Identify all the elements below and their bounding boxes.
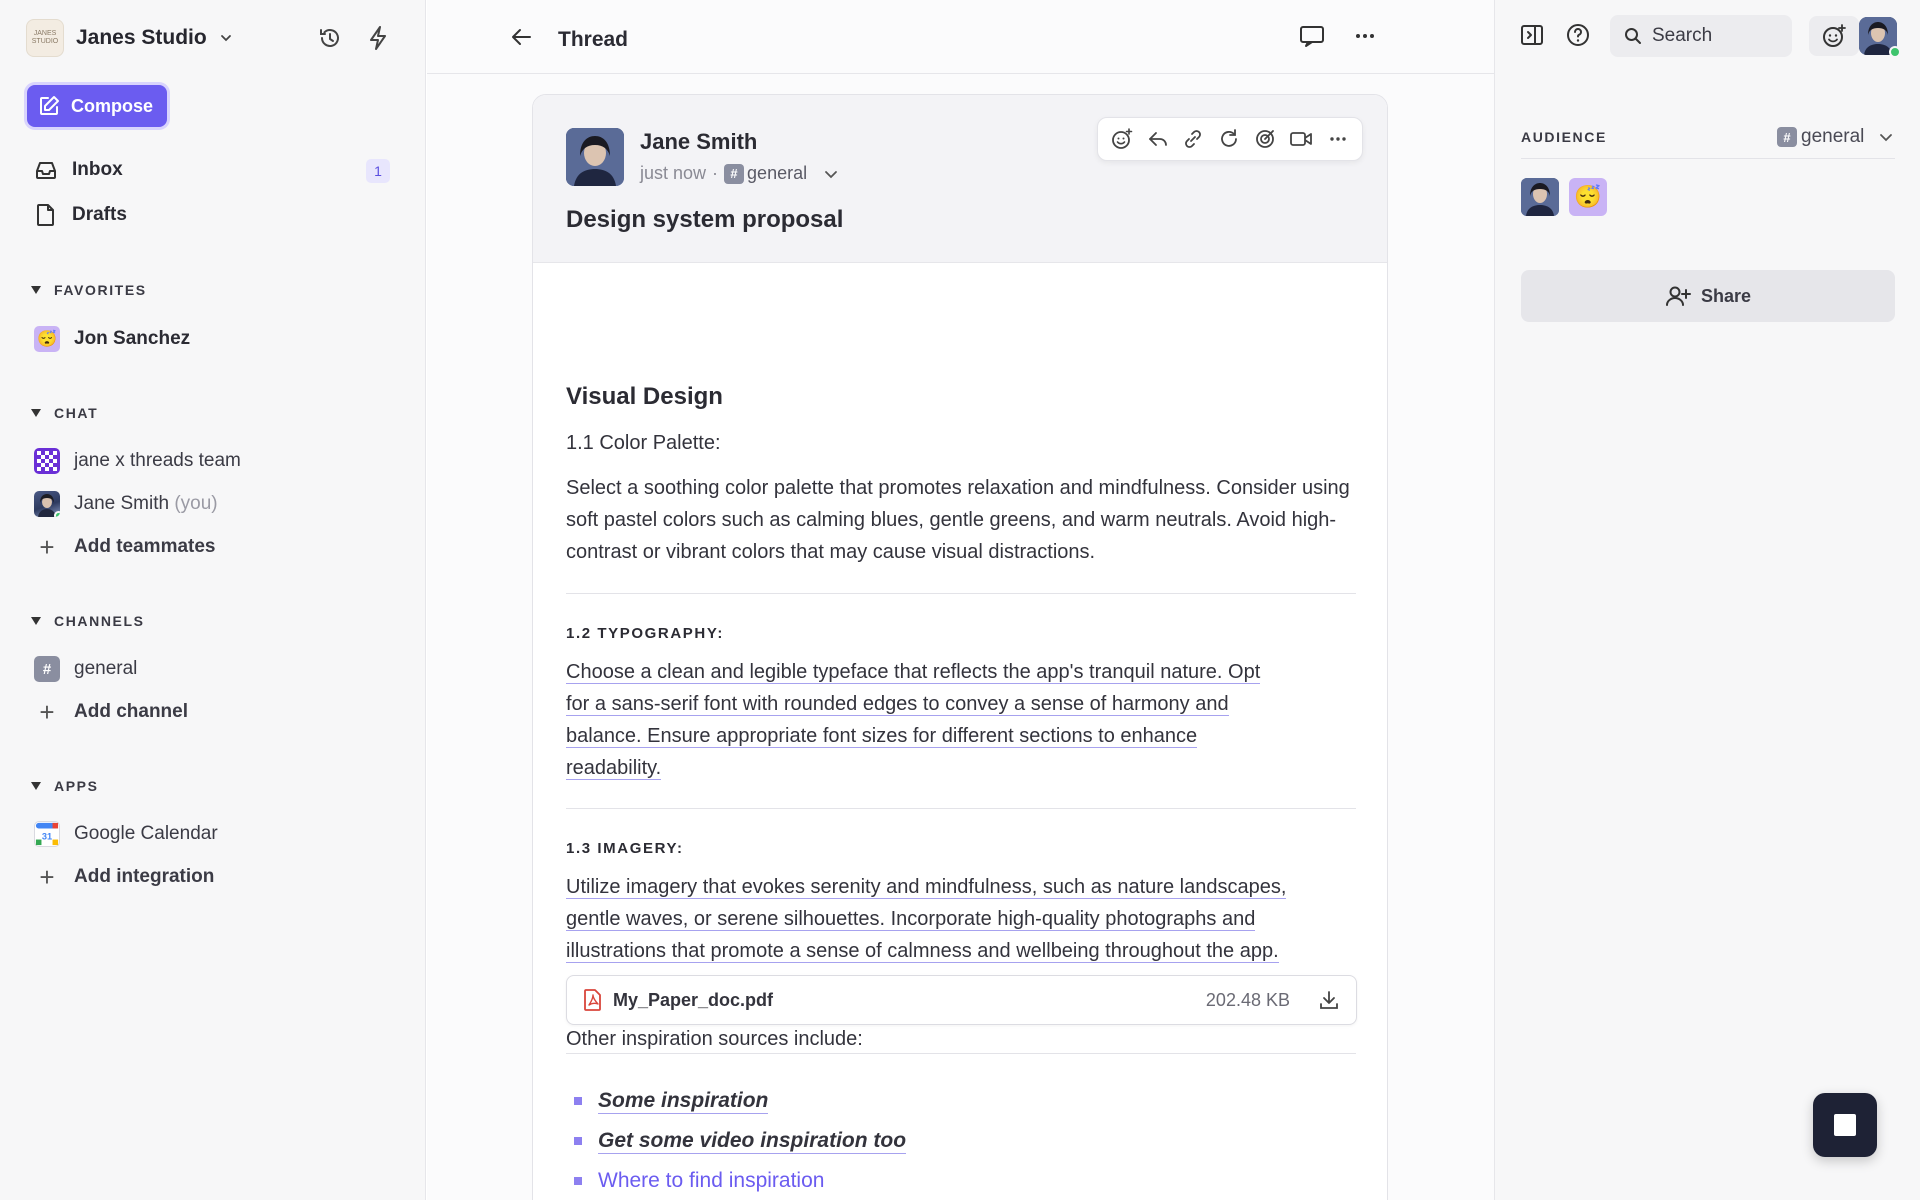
paragraph bbox=[566, 656, 1356, 784]
panel-toggle-icon[interactable] bbox=[1519, 22, 1545, 48]
search-placeholder: Search bbox=[1652, 25, 1713, 46]
line-text: balance. Ensure appropriate font sizes for different sections to enhance bbox=[566, 725, 1198, 747]
refresh-icon[interactable] bbox=[1218, 128, 1240, 150]
sidebar-item-inbox[interactable] bbox=[34, 152, 123, 188]
list-item bbox=[574, 1161, 906, 1200]
section-title: CHAT bbox=[54, 405, 99, 421]
attachment-name: My_Paper_doc.pdf bbox=[613, 989, 774, 1010]
attachment[interactable] bbox=[566, 975, 1357, 1025]
divider bbox=[566, 593, 1356, 594]
online-indicator bbox=[54, 511, 60, 517]
reply-icon[interactable] bbox=[1147, 128, 1169, 150]
timestamp: just now bbox=[640, 163, 707, 183]
chevron-down-icon bbox=[219, 31, 233, 45]
add-teammates-button[interactable] bbox=[34, 530, 216, 564]
attachment-size: 202.48 KB bbox=[1205, 989, 1290, 1010]
compose-label: Compose bbox=[71, 95, 154, 116]
workspace-switcher[interactable] bbox=[26, 18, 233, 58]
share-button[interactable] bbox=[1521, 270, 1895, 322]
divider bbox=[566, 1053, 1356, 1054]
target-icon[interactable] bbox=[1254, 128, 1276, 150]
paragraph: Other inspiration sources include: bbox=[566, 1028, 863, 1050]
add-integration-button[interactable] bbox=[34, 860, 214, 894]
back-arrow-icon[interactable] bbox=[509, 24, 535, 50]
paragraph-line bbox=[566, 688, 1356, 720]
section-favorites[interactable] bbox=[30, 282, 147, 298]
sidebar-item-label: jane x threads team bbox=[74, 450, 241, 471]
message-toolbar bbox=[1097, 117, 1363, 161]
sidebar-item-label: Add channel bbox=[74, 701, 189, 722]
paragraph bbox=[566, 871, 1356, 967]
bullet-link[interactable]: Some inspiration bbox=[598, 1088, 769, 1112]
message-subject: Design system proposal bbox=[566, 206, 844, 233]
sidebar-item-label: Add integration bbox=[74, 866, 215, 887]
you-suffix: (you) bbox=[174, 493, 218, 514]
subsection-title: 1.3 IMAGERY: bbox=[566, 840, 684, 857]
bullet-link[interactable]: Get some video inspiration too bbox=[598, 1128, 907, 1152]
paragraph-line bbox=[566, 903, 1356, 935]
stop-recording-button[interactable] bbox=[1813, 1093, 1877, 1157]
history-icon[interactable] bbox=[314, 22, 346, 54]
hash-icon: # bbox=[34, 656, 60, 682]
hash-icon: # bbox=[724, 164, 744, 184]
sidebar-item-label: Add teammates bbox=[74, 536, 216, 557]
channel-name: general bbox=[747, 163, 808, 183]
sidebar-item-label: general bbox=[74, 658, 138, 679]
subsection-title: 1.1 Color Palette: bbox=[566, 432, 721, 454]
online-indicator bbox=[1889, 46, 1901, 58]
bullet-marker bbox=[574, 1177, 582, 1185]
add-user-icon bbox=[1665, 284, 1691, 308]
page-title: Thread bbox=[558, 28, 629, 51]
section-apps[interactable] bbox=[30, 778, 99, 794]
add-emoji-icon bbox=[1821, 23, 1847, 49]
audience-member-avatar[interactable]: 😴 bbox=[1569, 178, 1607, 216]
stop-icon bbox=[1834, 1114, 1856, 1136]
meta-separator: · bbox=[712, 163, 719, 183]
author-avatar[interactable] bbox=[566, 128, 624, 186]
comment-icon[interactable] bbox=[1298, 22, 1326, 50]
sidebar-item-label bbox=[74, 493, 218, 515]
sidebar-item-label: Jon Sanchez bbox=[74, 328, 191, 349]
workspace-name: Janes Studio bbox=[76, 26, 207, 49]
pdf-icon bbox=[583, 988, 603, 1012]
plus-icon: + bbox=[39, 697, 55, 727]
lightning-icon[interactable] bbox=[362, 22, 394, 54]
sidebar-item-label: Google Calendar bbox=[74, 823, 218, 844]
inbox-icon bbox=[34, 159, 58, 181]
plus-icon: + bbox=[39, 532, 55, 562]
caret-down-icon bbox=[30, 408, 42, 418]
divider bbox=[1521, 158, 1895, 159]
bullet-link[interactable]: Where to find inspiration bbox=[598, 1169, 825, 1192]
audience-channel-selector[interactable] bbox=[1777, 126, 1894, 148]
sidebar-item-label: Inbox bbox=[72, 159, 123, 180]
section-title: APPS bbox=[54, 778, 99, 794]
download-icon[interactable] bbox=[1318, 989, 1340, 1011]
team-avatar bbox=[34, 448, 60, 474]
caret-down-icon bbox=[30, 285, 42, 295]
message-card bbox=[532, 94, 1388, 1200]
message-header bbox=[533, 95, 1388, 263]
help-icon[interactable] bbox=[1565, 22, 1591, 48]
line-text: illustrations that promote a sense of calmness and wellbeing throughout the app. bbox=[566, 940, 1279, 962]
more-icon[interactable] bbox=[1352, 22, 1378, 50]
link-icon[interactable] bbox=[1182, 128, 1204, 150]
line-text: Utilize imagery that evokes serenity and mindfulness, such as nature landscapes, bbox=[566, 876, 1287, 898]
bullet-marker bbox=[574, 1137, 582, 1145]
divider bbox=[566, 808, 1356, 809]
chevron-down-icon bbox=[824, 167, 838, 181]
plus-icon: + bbox=[39, 862, 55, 892]
more-icon[interactable] bbox=[1327, 128, 1349, 150]
video-icon[interactable] bbox=[1289, 128, 1313, 150]
left-sidebar bbox=[0, 0, 426, 1200]
section-title: CHANNELS bbox=[54, 613, 145, 629]
line-text: gentle waves, or serene silhouettes. Incorporate high-quality photographs and bbox=[566, 908, 1256, 930]
sidebar-item-google-calendar[interactable] bbox=[34, 817, 218, 851]
audience-member-avatar[interactable] bbox=[1521, 178, 1559, 216]
avatar: 😴 bbox=[34, 326, 60, 352]
bullet-marker bbox=[574, 1097, 582, 1105]
thread-header bbox=[427, 0, 1494, 74]
line-text: readability. bbox=[566, 757, 662, 779]
paragraph-line bbox=[566, 720, 1356, 752]
paragraph-line bbox=[566, 752, 1356, 784]
message-meta bbox=[640, 163, 838, 184]
add-channel-button[interactable] bbox=[34, 695, 188, 729]
sidebar-item-jon-sanchez[interactable] bbox=[34, 322, 190, 356]
sidebar-item-label: Drafts bbox=[72, 204, 127, 225]
paragraph-line bbox=[566, 935, 1356, 967]
paragraph-line bbox=[566, 871, 1356, 903]
caret-down-icon bbox=[30, 616, 42, 626]
bullet-list bbox=[574, 1081, 906, 1200]
section-channels[interactable] bbox=[30, 613, 145, 629]
section-title: FAVORITES bbox=[54, 282, 147, 298]
audience-channel-name: general bbox=[1801, 126, 1865, 147]
chat-name: Jane Smith bbox=[74, 493, 170, 514]
calendar-day: 31 bbox=[41, 831, 53, 842]
subsection-title: 1.2 TYPOGRAPHY: bbox=[566, 625, 724, 642]
sidebar-item-general[interactable] bbox=[34, 652, 137, 686]
chevron-down-icon bbox=[1878, 129, 1894, 145]
paragraph-line bbox=[566, 656, 1356, 688]
list-item bbox=[574, 1081, 906, 1121]
inbox-count-badge: 1 bbox=[366, 159, 390, 183]
section-chat[interactable] bbox=[30, 405, 98, 421]
section-heading: Visual Design bbox=[566, 383, 723, 410]
share-label: Share bbox=[1700, 285, 1752, 306]
caret-down-icon bbox=[30, 781, 42, 791]
add-reaction-button[interactable] bbox=[1809, 16, 1859, 56]
audience-title: AUDIENCE bbox=[1521, 129, 1607, 145]
compose-button[interactable] bbox=[27, 85, 167, 127]
add-reaction-icon[interactable] bbox=[1111, 128, 1133, 150]
hash-icon: # bbox=[1777, 127, 1797, 147]
search-icon bbox=[1624, 27, 1642, 45]
list-item bbox=[574, 1121, 906, 1161]
right-panel bbox=[1494, 0, 1920, 1200]
calendar-icon bbox=[34, 821, 60, 847]
compose-icon bbox=[37, 94, 61, 118]
avatar bbox=[34, 491, 60, 517]
sidebar-item-team-chat[interactable] bbox=[34, 444, 241, 478]
line-text: Choose a clean and legible typeface that reflects the app's tranquil nature. Opt bbox=[566, 661, 1261, 683]
document-icon bbox=[34, 203, 58, 227]
sidebar-item-drafts[interactable] bbox=[34, 197, 127, 233]
workspace-logo: JANES STUDIO bbox=[26, 19, 64, 57]
channel-selector[interactable] bbox=[724, 163, 838, 184]
sidebar-item-jane-smith[interactable] bbox=[34, 487, 218, 521]
search-input[interactable] bbox=[1610, 15, 1792, 57]
author-name[interactable]: Jane Smith bbox=[640, 129, 758, 154]
paragraph: Select a soothing color palette that promotes relaxation and mindfulness. Consider using soft pastel colors such as calming blues, gentle greens, and warm neutrals. Avoid high-contrast or vibrant colors that may cause visual distractions. bbox=[566, 477, 1350, 563]
line-text: for a sans-serif font with rounded edges to convey a sense of harmony and bbox=[566, 693, 1229, 715]
